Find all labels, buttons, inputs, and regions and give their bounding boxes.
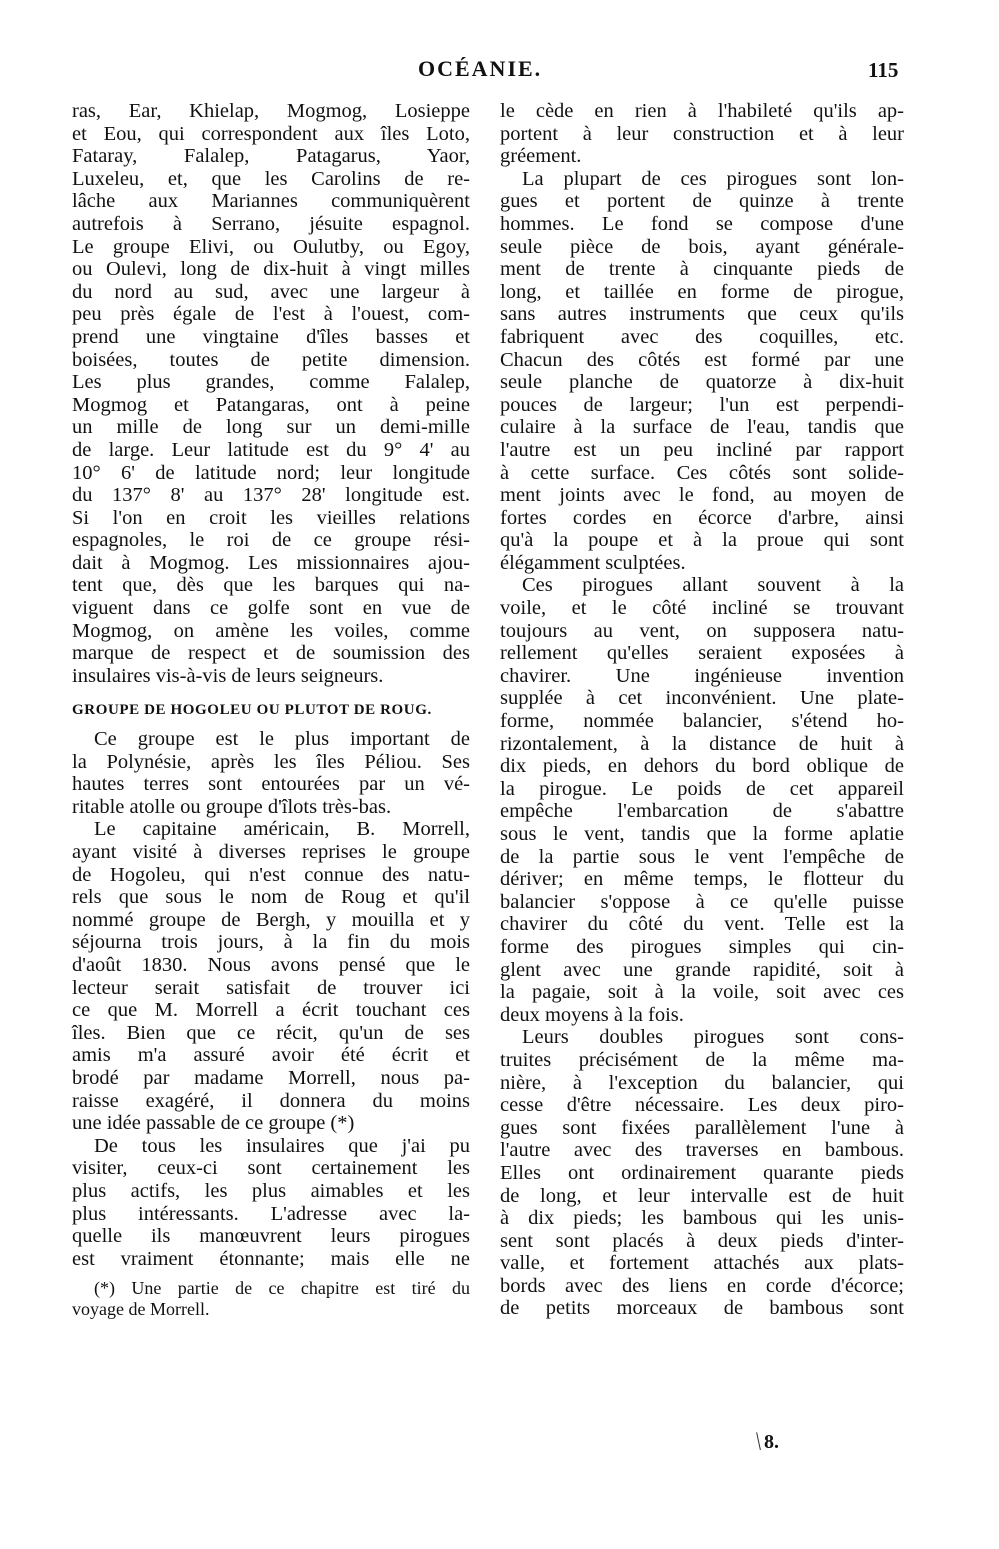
text-line: rizontalement, à la distance de huit à [500,732,904,755]
text-line: hautes terres sont entourées par un vé- [72,773,470,796]
text-line: l'autre est un peu incliné par rapport [500,438,904,461]
text-line: Ces pirogues allant souvent à la [522,574,904,597]
text-line: un mille de long sur un demi-mille [72,416,470,439]
text-line: (*) Une partie de ce chapitre est tiré du [94,1278,470,1299]
text-line: de petits morceaux de bambous sont [500,1297,904,1320]
text-line: valle, et fortement attachés aux plats- [500,1252,904,1275]
text-line: brodé par madame Morrell, nous pa- [72,1066,470,1089]
text-line: glent avec une grande rapidité, soit à [500,958,904,981]
text-line: long, et taillée en forme de pirogue, [500,280,904,303]
text-line: à cette surface. Ces côtés sont solide- [500,461,904,484]
text-line: raisse exagéré, il donnera du moins [72,1089,470,1112]
text-line: Ce groupe est le plus important de [94,728,470,751]
text-line: gréement. [500,145,582,168]
text-line: Le capitaine américain, B. Morrell, [94,818,470,841]
text-line: l'autre avec des traverses en bambous. [500,1139,904,1162]
text-line: forme, nommée balancier, s'étend ho- [500,710,904,733]
text-line: plus intéressants. L'adresse avec la- [72,1202,470,1225]
running-title: OCÉANIE. [418,56,543,81]
text-line: fortes cordes en écorce d'arbre, ainsi [500,506,904,529]
text-line: balancier s'oppose à ce qu'elle puisse [500,890,904,913]
page-number: 115 [868,58,899,82]
text-line: La plupart de ces pirogues sont lon- [522,167,904,190]
text-line: ment de trente à cinquante pieds de [500,258,904,281]
text-line: Elles ont ordinairement quarante pieds [500,1161,904,1184]
text-line: rels que sous le nom de Roug et qu'il [72,886,470,909]
text-line: de long, et leur intervalle est de huit [500,1184,904,1207]
text-line: de Hogoleu, qui n'est connue des natu- [72,863,470,886]
text-line: de la partie sous le vent l'empêche de [500,845,904,868]
text-line: lecteur serait satisfait de trouver ici [72,976,470,999]
signature-mark [758,1431,779,1454]
text-line: Luxeleu, et, que les Carolins de re- [72,167,470,190]
text-line: insulaires vis-à-vis de leurs seigneurs. [72,664,384,687]
left-column [72,100,470,1320]
text-line: culaire à la surface de l'eau, tandis que [500,416,904,439]
text-line: portent à leur construction et à leur [500,122,904,145]
text-line: prend une vingtaine d'îles basses et [72,325,470,348]
text-line: nommé groupe de Bergh, y mouilla et y [72,908,470,931]
text-line: espagnoles, le roi de ce groupe rési- [72,529,470,552]
text-line: chavirer du côté du vent. Telle est la [500,913,904,936]
text-line: Si l'on en croit les vieilles relations [72,506,470,529]
text-line: la pirogue. Le poids de cet appareil [500,777,904,800]
text-line: ment joints avec le fond, au moyen de [500,484,904,507]
text-line: la Polynésie, après les îles Péliou. Ses [72,750,470,773]
text-line: deux moyens à la fois. [500,1003,684,1026]
text-line: visiter, ceux-ci sont certainement les [72,1157,470,1180]
text-line: la pagaie, soit à la voile, soit avec ces [500,981,904,1004]
text-line: Chacun des côtés est formé par une [500,348,904,371]
paragraph [72,728,470,818]
text-line: peu près égale de l'est à l'ouest, com- [72,303,470,326]
text-line: sous le vent, tandis que la forme aplatie [500,823,904,845]
tick-mark-icon [756,1432,763,1450]
text-line: Fataray, Falalep, Patagarus, Yaor, [72,145,470,168]
text-line: quelle ils manœuvrent leurs pirogues [72,1225,470,1248]
text-line: dix pieds, en dehors du bord oblique de [500,755,904,778]
text-line: empêche l'embarcation de s'abattre [500,800,904,823]
text-line: du nord au sud, avec une largeur à [72,280,470,303]
text-line: sent sont placés à deux pieds d'inter- [500,1229,904,1252]
text-line: voyage de Morrell. [72,1299,210,1320]
text-line: voile, et le côté incliné se trouvant [500,597,904,620]
text-line: ayant visité à diverses reprises le groupe [72,841,470,863]
text-line: Le groupe Elivi, ou Oulutby, ou Egoy, [72,235,470,258]
text-line: autrefois à Serrano, jésuite espagnol. [72,212,470,235]
text-line: hommes. Le fond se compose d'une [500,212,904,235]
signature-text: 8. [764,1431,779,1453]
text-line: séjourna trois jours, à la fin du mois [72,931,470,954]
text-line: bords avec des liens en corde d'écorce; [500,1274,904,1297]
text-line: toujours au vent, on supposera natu- [500,619,904,642]
text-line: dériver; en même temps, le flotteur du [500,868,904,891]
text-line: du 137° 8' au 137° 28' longitude est. [72,484,470,507]
text-line: d'août 1830. Nous avons pensé que le [72,953,470,976]
text-line: une idée passable de ce groupe (*) [72,1112,355,1135]
text-line: rellement qu'elles seraient exposées à [500,642,904,665]
paragraph [72,818,470,1134]
text-line: supplée à cet inconvénient. Une plate- [500,687,904,710]
text-line: seule pièce de bois, ayant générale- [500,235,904,258]
text-line: lâche aux Mariannes communiquèrent [72,190,470,213]
text-line: ritable atolle ou groupe d'îlots très-bas. [72,795,392,818]
text-line: pouces de largeur; l'un est perpendi- [500,393,904,416]
text-line: gues sont fixées parallèlement l'une à [500,1116,904,1139]
text-line: 10° 6' de latitude nord; leur longitude [72,461,470,484]
text-line: amis m'a assuré avoir été écrit et [72,1044,470,1067]
text-line: viguent dans ce golfe sont en vue de [72,597,470,620]
text-line: qu'à la poupe et à la proue qui sont [500,529,904,552]
text-line: truites précisément de la même ma- [500,1048,904,1071]
text-line: et Eou, qui correspondent aux îles Loto, [72,122,470,145]
page-header [0,56,999,86]
text-line: tent que, dès que les barques qui na- [72,574,470,597]
text-line: est vraiment étonnante; mais elle ne [72,1247,470,1270]
text-line: Mogmog, on amène les voiles, comme [72,619,470,642]
text-line: dait à Mogmog. Les missionnaires ajou- [72,551,470,574]
text-line: nière, à l'exception du balancier, qui [500,1071,904,1094]
paragraph [500,100,904,168]
text-line: cesse d'être nécessaire. Les deux piro- [500,1094,904,1117]
text-line: gues et portent de quinze à trente [500,190,904,213]
text-line: forme des pirogues simples qui cin- [500,935,904,958]
paragraph [72,1135,470,1271]
text-line: ou Oulevi, long de dix-huit à vingt milles [72,258,470,281]
text-line: Mogmog et Patangaras, ont à peine [72,393,470,416]
paragraph [500,168,904,575]
text-line: Leurs doubles pirogues sont cons- [522,1026,904,1049]
text-line: seule planche de quatorze à dix-huit [500,371,904,394]
text-line: élégamment sculptées. [500,551,686,574]
paragraph [500,574,904,1026]
text-line: îles. Bien que ce récit, qu'un de ses [72,1021,470,1044]
text-line: De tous les insulaires que j'ai pu [94,1134,470,1157]
text-line: fabriquent avec des coquilles, etc. [500,325,904,348]
text-line: plus actifs, les plus aimables et les [72,1179,470,1202]
text-line: à dix pieds; les bambous qui les unis- [500,1207,904,1230]
paragraph [72,100,470,687]
text-line: chavirer. Une ingénieuse invention [500,664,904,687]
text-line: ce que M. Morrell a écrit touchant ces [72,999,470,1022]
text-line: sans autres instruments que ceux qu'ils [500,303,904,326]
text-line: boisées, toutes de petite dimension. [72,348,470,371]
section-heading: GROUPE DE HOGOLEU OU PLUTOT DE ROUG. [72,702,432,719]
text-line: marque de respect et de soumission des [72,642,470,665]
text-line: le cède en rien à l'habileté qu'ils ap- [500,100,904,122]
text-line: de large. Leur latitude est du 9° 4' au [72,438,470,461]
text-line: Les plus grandes, comme Falalep, [72,371,470,394]
right-column [500,100,904,1320]
text-line: ras, Ear, Khielap, Mogmog, Losieppe [72,100,470,122]
footnote [72,1278,470,1320]
paragraph [500,1026,904,1320]
